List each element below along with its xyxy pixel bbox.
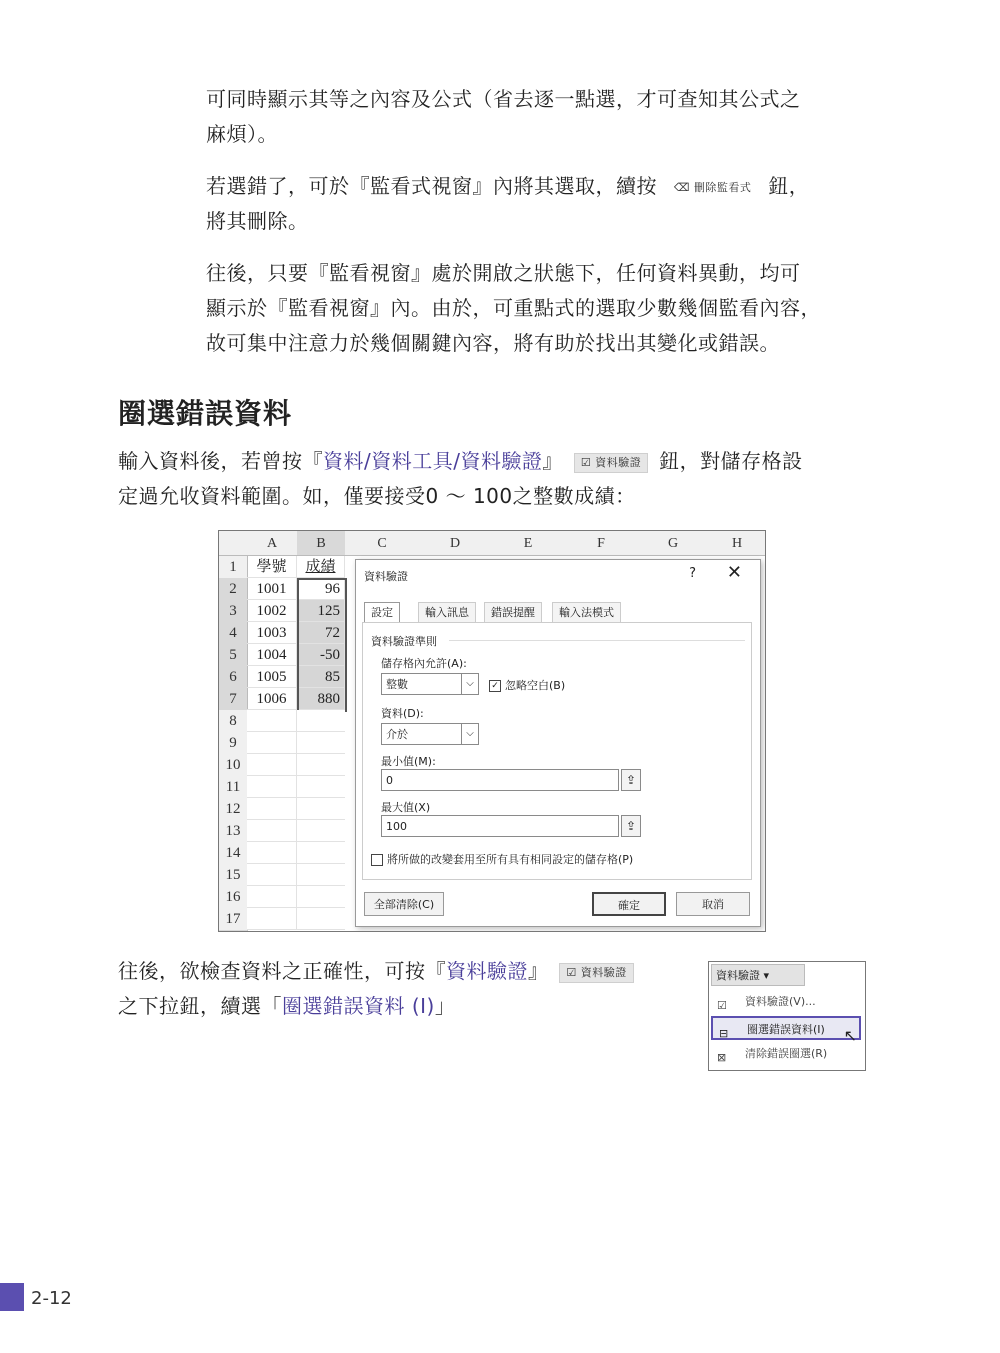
menu-item-data-validation[interactable] (711, 990, 861, 1014)
text-segment: 」 (434, 994, 456, 1018)
text-line: 將其刪除。 (206, 209, 309, 233)
text-segment: 之下拉鈕，續選「 (118, 994, 282, 1018)
text-line (118, 989, 678, 1024)
text-segment: 』 (528, 959, 549, 983)
menu-item-clear-circles[interactable] (711, 1042, 861, 1066)
paragraph-data-validation (118, 444, 868, 514)
chevron-down-icon: ⌵ (461, 674, 478, 694)
row-header[interactable]: 5 (219, 644, 248, 667)
range-select-icon[interactable]: ⇪ (621, 769, 641, 791)
paragraph-formula-view (206, 82, 866, 152)
menu-item-label: 清除錯誤圈選(R) (745, 1047, 828, 1060)
data-label: 資料(D): (381, 707, 424, 720)
criteria-group-label: 資料驗證準則 (371, 635, 437, 648)
cell-b3[interactable]: 125 (297, 600, 345, 622)
row-header[interactable]: 6 (219, 666, 248, 689)
paragraph-delete-watch (206, 169, 866, 239)
row-header[interactable]: 14 (219, 842, 248, 865)
menu-link: 資料驗證 (446, 959, 528, 983)
data-validation-split-button[interactable]: 資料驗證 ▾ (711, 964, 805, 986)
help-icon[interactable]: ? (689, 566, 696, 581)
cell-a3[interactable]: 1002 (247, 600, 297, 622)
column-header-c[interactable]: C (345, 531, 420, 556)
cell-b5[interactable]: -50 (297, 644, 345, 666)
row-header[interactable]: 7 (219, 688, 248, 711)
text-line (118, 954, 678, 989)
cell-b6[interactable]: 85 (297, 666, 345, 688)
cell-a5[interactable]: 1004 (247, 644, 297, 666)
row-header[interactable]: 4 (219, 622, 248, 645)
data-value: 介於 (386, 728, 408, 741)
menu-item-label: 圈選錯誤資料(I) (747, 1023, 825, 1036)
delete-watch-button (668, 179, 758, 197)
section-heading: 圈選錯誤資料 (118, 397, 293, 430)
min-input[interactable]: 0 (381, 769, 619, 791)
cell-b1[interactable]: 成績 (297, 556, 345, 578)
data-validation-label: 資料驗證 (595, 455, 642, 469)
cell-b4[interactable]: 72 (297, 622, 345, 644)
text-line: 可同時顯示其等之內容及公式（省去逐一點選，才可查知其公式之 (206, 87, 801, 111)
row-header[interactable]: 1 (219, 556, 248, 579)
text-segment: 輸入資料後，若曾按『 (118, 449, 323, 473)
ok-button[interactable]: 確定 (592, 892, 666, 916)
allow-value: 整數 (386, 678, 408, 691)
select-all-corner[interactable] (219, 531, 248, 556)
row-header[interactable]: 9 (219, 732, 248, 755)
cell-a2[interactable]: 1001 (247, 578, 297, 600)
cell-a6[interactable]: 1005 (247, 666, 297, 688)
menu-item-label: 資料驗證(V)... (745, 995, 816, 1008)
cell-b7[interactable]: 880 (297, 688, 345, 710)
range-select-icon[interactable]: ⇪ (621, 815, 641, 837)
row-header[interactable]: 8 (219, 710, 248, 733)
cell-a7[interactable]: 1006 (247, 688, 297, 710)
chevron-down-icon: ⌵ (461, 724, 478, 744)
text-line (206, 169, 866, 204)
text-segment: 往後，欲檢查資料之正確性，可按『 (118, 959, 446, 983)
column-header-d[interactable]: D (419, 531, 492, 556)
menu-item-circle-invalid-data[interactable] (711, 1016, 861, 1045)
clear-circles-icon: ⊠ (717, 1051, 727, 1064)
mouse-cursor-icon: ↖ (843, 1026, 857, 1045)
tab-error-alert[interactable]: 錯誤提醒 (484, 602, 542, 623)
checkbox-checked-icon: ✓ (489, 680, 501, 692)
text-line: 定過允收資料範圍。如，僅要接受0 ～ 100之整數成績： (118, 484, 636, 508)
settings-panel (362, 622, 752, 880)
data-validation-dropdown-screenshot (708, 961, 866, 1071)
column-header-e[interactable]: E (491, 531, 566, 556)
paragraph-circle-invalid (118, 954, 678, 1024)
text-line: 顯示於『監看視窗』內。由於，可重點式的選取少數幾個監看內容， (206, 296, 821, 320)
column-header-g[interactable]: G (637, 531, 710, 556)
text-line: 往後，只要『監看視窗』處於開啟之狀態下，任何資料異動，均可 (206, 261, 801, 285)
cancel-button[interactable]: 取消 (676, 892, 750, 916)
min-label: 最小值(M): (381, 755, 436, 768)
row-header[interactable]: 11 (219, 776, 248, 799)
data-validation-button-image (574, 453, 648, 473)
menu-link: 圈選錯誤資料 (I) (282, 994, 435, 1018)
text-line (118, 444, 868, 479)
column-header-b[interactable]: B (297, 531, 346, 556)
row-header[interactable]: 12 (219, 798, 248, 821)
page-marker (0, 1283, 24, 1311)
row-header[interactable]: 16 (219, 886, 248, 909)
row-header[interactable]: 17 (219, 908, 248, 931)
data-validation-label: 資料驗證 (580, 965, 627, 979)
data-select[interactable] (381, 723, 479, 745)
column-header-h[interactable]: H (709, 531, 766, 556)
column-header-a[interactable]: A (247, 531, 298, 556)
ignore-blank-checkbox[interactable] (489, 677, 565, 693)
cell-b2[interactable]: 96 (297, 578, 345, 600)
gridline (296, 710, 297, 930)
data-validation-icon: ☑ (566, 965, 577, 979)
selection-border (297, 578, 347, 712)
spreadsheet-screenshot (218, 530, 766, 932)
column-header-f[interactable]: F (565, 531, 638, 556)
row-header[interactable]: 3 (219, 600, 248, 623)
tab-ime-mode[interactable]: 輸入法模式 (552, 602, 621, 623)
row-header[interactable]: 13 (219, 820, 248, 843)
allow-label: 儲存格內允許(A): (381, 657, 467, 670)
dialog-title: 資料驗證 (364, 570, 408, 583)
tab-input-message[interactable]: 輸入訊息 (418, 602, 476, 623)
tab-settings[interactable]: 設定 (364, 602, 400, 623)
cell-a4[interactable]: 1003 (247, 622, 297, 644)
close-icon[interactable]: ✕ (726, 562, 742, 583)
menu-path-link: 資料/資料工具/資料驗證 (323, 449, 543, 473)
text-segment: 鈕，對儲存格設 (659, 449, 803, 473)
circle-invalid-icon: ⊟ (719, 1027, 729, 1040)
max-label: 最大值(X) (381, 801, 431, 814)
row-header[interactable]: 2 (219, 578, 248, 601)
clear-all-button[interactable]: 全部清除(C) (364, 892, 444, 916)
group-divider (449, 640, 745, 641)
apply-all-label: 將所做的改變套用至所有具有相同設定的儲存格(P) (387, 853, 634, 866)
cell-a1[interactable]: 學號 (247, 556, 297, 578)
delete-watch-icon: ⌫ (673, 180, 690, 194)
text-segment: 鈕， (768, 174, 810, 198)
data-validation-icon: ☑ (580, 455, 592, 469)
data-validation-button-image (559, 963, 633, 983)
row-header[interactable]: 15 (219, 864, 248, 887)
delete-watch-label: 刪除監看式 (693, 180, 752, 194)
paragraph-watch-window (206, 256, 866, 361)
checkbox-unchecked-icon (371, 854, 383, 866)
text-line: 麻煩）。 (206, 122, 278, 146)
row-header[interactable]: 10 (219, 754, 248, 777)
max-input[interactable]: 100 (381, 815, 619, 837)
data-validation-icon: ☑ (717, 999, 727, 1012)
ignore-blank-label: 忽略空白(B) (505, 679, 566, 692)
text-segment: 』 (542, 449, 563, 473)
text-segment: 若選錯了，可於『監看式視窗』內將其選取，續按 (206, 174, 657, 198)
text-line: 故可集中注意力於幾個關鍵內容，將有助於找出其變化或錯誤。 (206, 331, 780, 355)
apply-all-checkbox[interactable] (371, 851, 633, 867)
allow-select[interactable] (381, 673, 479, 695)
data-validation-dialog (355, 559, 761, 927)
page-number: 2-12 (31, 1288, 72, 1309)
